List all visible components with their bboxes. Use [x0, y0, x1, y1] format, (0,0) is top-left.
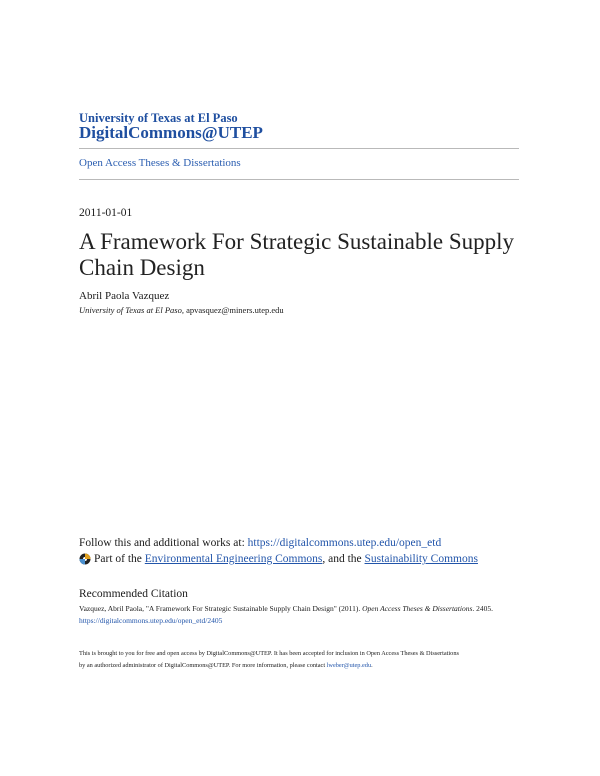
repository-name[interactable]: DigitalCommons@UTEP [79, 123, 263, 142]
part-prefix: Part of the [94, 553, 142, 565]
author-name: Abril Paola Vazquez [79, 290, 170, 302]
citation-prefix: Vazquez, Abril Paola, "A Framework For Strategic Sustainable Supply Chain Design" (2011). [79, 604, 363, 613]
follow-line [79, 537, 441, 549]
divider-top [79, 148, 519, 149]
network-commons-icon [79, 553, 91, 565]
access-notice-line2 [79, 662, 373, 669]
part-joiner: , and the [322, 553, 362, 565]
series-link[interactable]: Open Access Theses & Dissertations [79, 157, 241, 169]
citation-text [79, 604, 493, 613]
citation-series: Open Access Theses & Dissertations [362, 604, 473, 613]
citation-heading: Recommended Citation [79, 588, 188, 600]
environmental-engineering-commons-link[interactable]: Environmental Engineering Commons [144, 553, 323, 565]
notice-prefix: by an authorized administrator of DigitalCommons@UTEP. For more information, please contact [79, 662, 327, 669]
citation-url-link[interactable]: https://digitalcommons.utep.edu/open_etd/2405 [79, 616, 223, 625]
follow-prefix: Follow this and additional works at: [79, 537, 248, 549]
author-affiliation: University of Texas at El Paso, apvasquez@miners.utep.edu [79, 305, 284, 315]
divider-bottom [79, 179, 519, 180]
part-of-line [79, 553, 478, 565]
access-notice-line1: This is brought to you for free and open access by DigitalCommons@UTEP. It has been accepted for inclusion in Open Access Theses & Dissertations [79, 650, 459, 657]
publication-date: 2011-01-01 [79, 207, 133, 219]
paper-title: A Framework For Strategic Sustainable Supply Chain Design [79, 229, 515, 280]
institution-name: University of Texas at El Paso [79, 111, 238, 125]
citation-url [79, 616, 222, 625]
notice-suffix: . [371, 662, 373, 669]
contact-email-link[interactable]: lweber@utep.edu [326, 662, 372, 669]
author-email[interactable]: apvasquez@miners.utep.edu [186, 305, 284, 315]
follow-url-link[interactable]: https://digitalcommons.utep.edu/open_etd [247, 537, 442, 549]
citation-suffix: . 2405. [472, 604, 493, 613]
affiliation-text: University of Texas at El Paso [79, 305, 182, 315]
sustainability-commons-link[interactable]: Sustainability Commons [364, 553, 478, 565]
